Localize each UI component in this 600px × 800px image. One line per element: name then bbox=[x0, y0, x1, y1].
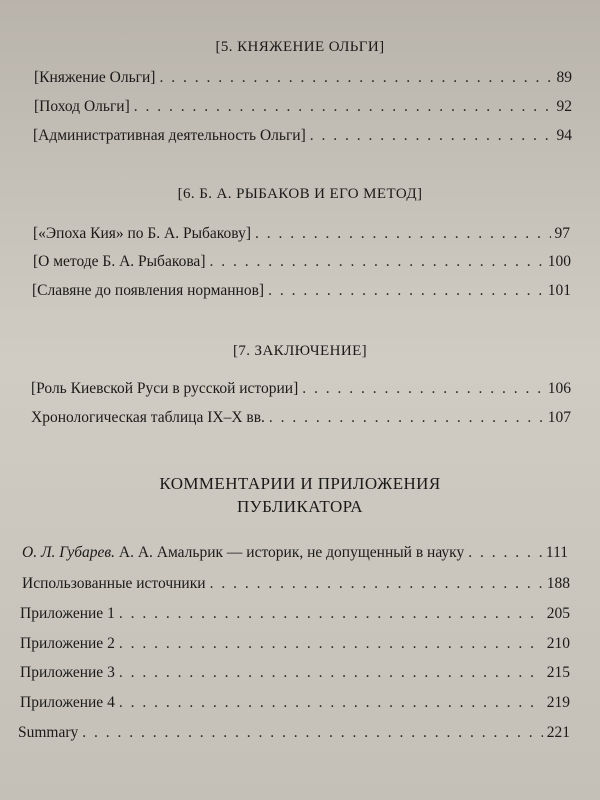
leader-dots bbox=[302, 379, 544, 399]
toc-entry-page: 89 bbox=[556, 69, 572, 86]
toc-entry[interactable] bbox=[18, 723, 570, 743]
leader-dots bbox=[119, 693, 543, 713]
toc-entry-title: А. А. Амальрик — историк, не допущенный в науку bbox=[115, 544, 465, 561]
toc-entry-page: 100 bbox=[547, 253, 571, 270]
toc-entry-page: 101 bbox=[547, 282, 571, 299]
leader-dots bbox=[269, 408, 544, 428]
toc-entry-label: [О методе Б. А. Рыбакова] bbox=[33, 253, 206, 270]
toc-entry-label: Summary bbox=[18, 724, 79, 741]
toc-entry[interactable] bbox=[33, 224, 570, 244]
toc-entry-label: Использованные источники bbox=[22, 575, 206, 592]
leader-dots bbox=[268, 281, 544, 301]
toc-entry-page: 106 bbox=[547, 380, 571, 397]
section-title-7: [7. ЗАКЛЮЧЕНИЕ] bbox=[232, 343, 368, 359]
toc-entry-label: [Административная деятельность Ольги] bbox=[33, 127, 306, 144]
toc-entry[interactable] bbox=[33, 252, 571, 272]
toc-entry-label: [«Эпоха Кия» по Б. А. Рыбакову] bbox=[33, 225, 251, 242]
section-title-6: [6. Б. А. РЫБАКОВ И ЕГО МЕТОД] bbox=[177, 186, 423, 202]
leader-dots bbox=[310, 126, 553, 146]
leader-dots bbox=[209, 252, 543, 272]
toc-entry-page: 111 bbox=[545, 544, 568, 561]
leader-dots bbox=[468, 543, 542, 563]
toc-entry[interactable] bbox=[20, 604, 570, 624]
toc-entry-label: Хронологическая таблица IX–X вв. bbox=[31, 409, 265, 426]
toc-entry-label: [Славяне до появления норманнов] bbox=[32, 282, 265, 299]
toc-entry[interactable] bbox=[22, 543, 568, 563]
leader-dots bbox=[159, 68, 552, 88]
toc-entry[interactable] bbox=[20, 634, 570, 654]
toc-entry[interactable] bbox=[34, 68, 572, 88]
toc-entry-label: [Поход Ольги] bbox=[34, 98, 130, 115]
toc-entry-label bbox=[22, 543, 464, 563]
toc-entry-page: 215 bbox=[546, 664, 570, 681]
leader-dots bbox=[255, 224, 551, 244]
leader-dots bbox=[82, 723, 542, 743]
toc-entry-label: Приложение 1 bbox=[20, 605, 115, 622]
toc-entry[interactable] bbox=[32, 281, 571, 301]
section-title-commentary-line1: КОММЕНТАРИИ И ПРИЛОЖЕНИЯ bbox=[159, 474, 441, 493]
toc-entry-page: 97 bbox=[554, 225, 570, 242]
toc-entry[interactable] bbox=[33, 126, 572, 146]
toc-entry-page: 107 bbox=[547, 409, 571, 426]
toc-entry-page: 205 bbox=[546, 605, 570, 622]
toc-entry-page: 188 bbox=[546, 575, 570, 592]
toc-entry-page: 210 bbox=[546, 635, 570, 652]
toc-entry-label: [Роль Киевской Руси в русской истории] bbox=[31, 380, 299, 397]
toc-entry-page: 221 bbox=[546, 724, 570, 741]
toc-entry-page: 92 bbox=[556, 98, 572, 115]
section-title-commentary-line2: ПУБЛИКАТОРА bbox=[237, 497, 363, 516]
toc-entry-page: 94 bbox=[556, 127, 572, 144]
toc-entry[interactable] bbox=[31, 379, 571, 399]
leader-dots bbox=[119, 634, 543, 654]
toc-entry[interactable] bbox=[22, 574, 570, 594]
section-title-5: [5. КНЯЖЕНИЕ ОЛЬГИ] bbox=[215, 39, 385, 55]
leader-dots bbox=[119, 604, 543, 624]
toc-entry[interactable] bbox=[31, 408, 571, 428]
toc-entry[interactable] bbox=[20, 663, 570, 683]
toc-entry-label: Приложение 3 bbox=[20, 664, 115, 681]
toc-entry-label: [Княжение Ольги] bbox=[34, 69, 156, 86]
toc-entry[interactable] bbox=[34, 97, 572, 117]
toc-entry-author: О. Л. Губарев. bbox=[22, 544, 115, 561]
toc-entry-page: 219 bbox=[546, 694, 570, 711]
leader-dots bbox=[119, 663, 543, 683]
toc-entry[interactable] bbox=[20, 693, 570, 713]
toc-entry-label: Приложение 4 bbox=[20, 694, 115, 711]
leader-dots bbox=[134, 97, 553, 117]
toc-entry-label: Приложение 2 bbox=[20, 635, 115, 652]
leader-dots bbox=[210, 574, 543, 594]
